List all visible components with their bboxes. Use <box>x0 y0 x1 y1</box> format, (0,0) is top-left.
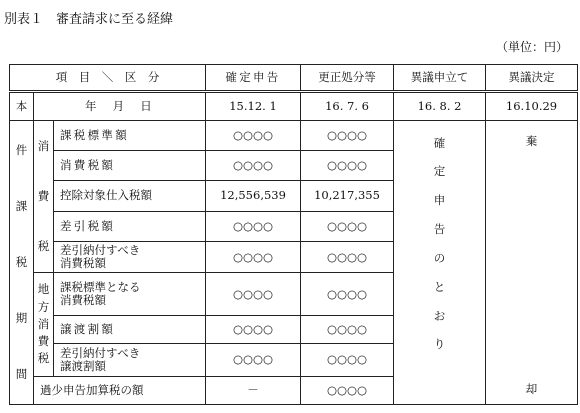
row-kosei: ○○○○ <box>301 344 394 376</box>
row-label: 譲渡割額 <box>54 315 206 343</box>
row-kosei: ○○○○ <box>301 273 394 316</box>
consumption-tax-label: 消 費 税 <box>34 120 54 273</box>
row-kosei: 10,217,355 <box>301 181 394 211</box>
igi-merged-cell: 確 定 申 告 の と お り <box>394 120 486 404</box>
row-label: 差引納付すべき 譲渡割額 <box>54 344 206 376</box>
date-igi: 16. 8. 2 <box>394 92 486 120</box>
row-kakutei: ○○○○ <box>206 344 301 376</box>
date-label: 年 月 日 <box>34 92 206 120</box>
row-kakutei: 12,556,539 <box>206 181 301 211</box>
row-kakutei: ○○○○ <box>206 211 301 241</box>
kettei-top: 棄 <box>525 133 538 148</box>
local-consumption-tax-label: 地 方 消 費 税 <box>34 273 54 376</box>
row-kakutei: ○○○○ <box>206 150 301 180</box>
row-kakutei: ○○○○ <box>206 273 301 316</box>
row-label: 課税標準額 <box>54 120 206 150</box>
header-row <box>10 65 578 92</box>
header-col-kakutei: 確定申告 <box>206 65 301 92</box>
header-col-kosei: 更正処分等 <box>301 65 394 92</box>
table-row <box>10 120 578 150</box>
header-col-kettei: 異議決定 <box>486 65 578 92</box>
history-table <box>9 64 578 405</box>
date-row <box>10 92 578 120</box>
side-label-vertical: 件 課 税 期 間 <box>10 120 34 404</box>
kettei-merged-cell <box>486 120 578 404</box>
row-kosei: ○○○○ <box>301 315 394 343</box>
row-kosei: ○○○○ <box>301 150 394 180</box>
row-label: 消費税額 <box>54 150 206 180</box>
date-kakutei: 15.12. 1 <box>206 92 301 120</box>
row-label: 過少申告加算税の額 <box>34 376 206 404</box>
row-label: 課税標準となる 消費税額 <box>54 273 206 316</box>
row-kakutei: － <box>206 376 301 404</box>
header-item-label: 項 目 ＼ 区 分 <box>10 65 206 92</box>
date-kettei: 16.10.29 <box>486 92 578 120</box>
row-kosei: ○○○○ <box>301 241 394 272</box>
row-label: 差引納付すべき 消費税額 <box>54 241 206 272</box>
row-kosei: ○○○○ <box>301 376 394 404</box>
row-label: 控除対象仕入税額 <box>54 181 206 211</box>
row-kosei: ○○○○ <box>301 120 394 150</box>
row-kosei: ○○○○ <box>301 211 394 241</box>
header-col-igi: 異議申立て <box>394 65 486 92</box>
row-kakutei: ○○○○ <box>206 120 301 150</box>
unit-note: （単位：円） <box>495 40 568 54</box>
row-label: 差引税額 <box>54 211 206 241</box>
document-title: 別表１ 審査請求に至る経緯 <box>4 12 174 27</box>
date-kosei: 16. 7. 6 <box>301 92 394 120</box>
side-label-0: 本 <box>10 92 34 120</box>
row-kakutei: ○○○○ <box>206 315 301 343</box>
kettei-bottom: 却 <box>525 382 538 397</box>
row-kakutei: ○○○○ <box>206 241 301 272</box>
